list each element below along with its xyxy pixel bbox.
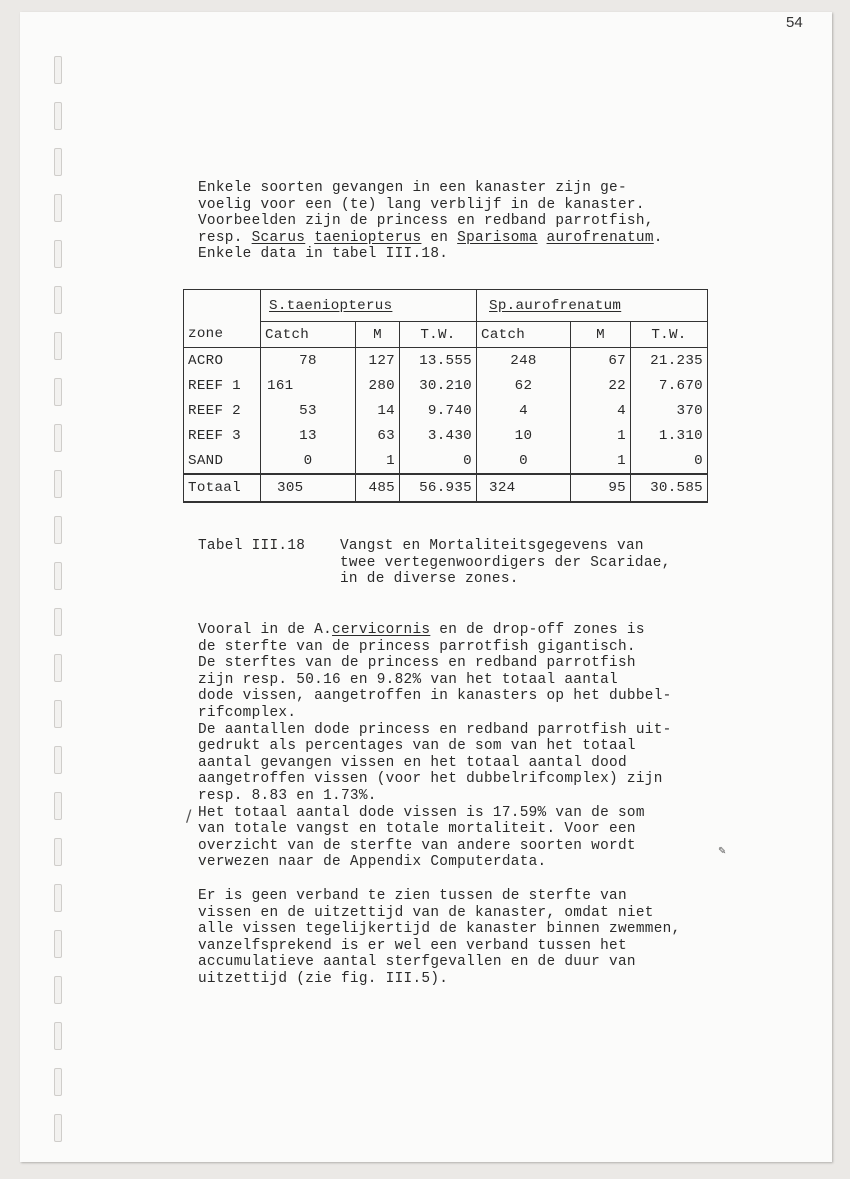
zone-cell: SAND [184, 448, 261, 474]
table-cell: 30.585 [631, 474, 708, 502]
text-line: accumulatieve aantal sterfgevallen en de duur van [198, 954, 636, 971]
table-group-header [184, 290, 708, 322]
table-cell: 0 [477, 448, 571, 474]
table-row [184, 448, 708, 474]
table-cell: 4 [477, 398, 571, 423]
species-genus: Scarus [251, 229, 306, 246]
intro-paragraph [198, 180, 663, 263]
text-line: vissen en de uitzettijd van de kanaster, omdat niet [198, 904, 654, 921]
binding-hole [54, 838, 62, 866]
binding-hole [54, 194, 62, 222]
table-cell: 1.310 [631, 423, 708, 448]
binding-hole [54, 792, 62, 820]
table-cell: 1 [571, 423, 631, 448]
binding-hole [54, 930, 62, 958]
text-line: Er is geen verband te zien tussen de sterfte van [198, 888, 627, 904]
table-cell: 21.235 [631, 348, 708, 374]
binding-hole [54, 378, 62, 406]
table-cell: 9.740 [400, 398, 477, 423]
table-cell: 1 [571, 448, 631, 474]
zone-cell: REEF 1 [184, 373, 261, 398]
table-cell: 53 [261, 398, 356, 423]
binding-hole [54, 516, 62, 544]
text-line: De sterftes van de princess en redband parrotfish [198, 655, 636, 672]
species-name: cervicornis [332, 622, 431, 638]
binding-hole [54, 240, 62, 268]
text-line: vanzelfsprekend is er wel een verband tussen het [198, 937, 627, 954]
binding-hole [54, 1022, 62, 1050]
binding-hole [54, 654, 62, 682]
binding-hole [54, 286, 62, 314]
text-line: gedrukt als percentages van de som van het totaal [198, 738, 636, 755]
text-line: van totale vangst en totale mortaliteit. Voor een [198, 821, 636, 838]
binding-hole [54, 746, 62, 774]
column-header: T.W. [400, 322, 477, 348]
text-line: overzicht van de sterfte van andere soorten wordt [198, 837, 636, 854]
zone-cell: REEF 3 [184, 423, 261, 448]
text-line: Vangst en Mortaliteitsgegevens van [340, 538, 644, 554]
column-header: Catch [477, 322, 571, 348]
table-cell: 30.210 [400, 373, 477, 398]
text-line: Het totaal aantal dode vissen is 17.59% van de som [198, 804, 645, 821]
table-cell: 10 [477, 423, 571, 448]
text-line: de sterfte van de princess parrotfish gigantisch. [198, 638, 636, 655]
table-cell: 13 [261, 423, 356, 448]
table-cell: 0 [261, 448, 356, 474]
column-header: M [356, 322, 400, 348]
table-cell: 4 [571, 398, 631, 423]
conclusion-paragraph [198, 888, 681, 988]
table-cell: 305 [261, 474, 356, 502]
column-header: T.W. [631, 322, 708, 348]
table-cell: 280 [356, 373, 400, 398]
text-line: resp. 8.83 en 1.73%. [198, 787, 377, 804]
table-cell: 1 [356, 448, 400, 474]
binding-hole [54, 976, 62, 1004]
binding-hole [54, 1068, 62, 1096]
table-row [184, 423, 708, 448]
table-row [184, 348, 708, 374]
table-cell: 161 [261, 373, 356, 398]
group-header-s-taeniopterus: S.taeniopterus [269, 297, 393, 314]
table-cell: 14 [356, 398, 400, 423]
table-row [184, 373, 708, 398]
table-cell: 3.430 [400, 423, 477, 448]
text-line: aantal gevangen vissen en het totaal aantal dood [198, 754, 627, 771]
binding-hole [54, 562, 62, 590]
text-line: dode vissen, aangetroffen in kanasters op het dubbel- [198, 688, 672, 705]
binding-hole [54, 470, 62, 498]
text-line: zijn resp. 50.16 en 9.82% van het totaal aantal [198, 671, 618, 688]
table-row [184, 398, 708, 423]
species-epithet: taeniopterus [314, 229, 422, 246]
text-fragment: en de drop-off zones is [430, 622, 645, 638]
table-cell: 22 [571, 373, 631, 398]
binding-hole [54, 148, 62, 176]
text-fragment: en [421, 229, 458, 246]
stray-ink-mark: ✎ [718, 846, 727, 857]
text-line: in de diverse zones. [340, 571, 519, 588]
text-line: Enkele soorten gevangen in een kanaster zijn ge- [198, 180, 627, 196]
binding-hole [54, 608, 62, 636]
margin-pen-mark: / [186, 806, 192, 825]
table-cell: 62 [477, 373, 571, 398]
table-total-row [184, 474, 708, 502]
page-number: 54 [786, 14, 803, 31]
column-header: M [571, 322, 631, 348]
data-table [183, 289, 708, 503]
binding-hole [54, 332, 62, 360]
column-header: Catch [261, 322, 356, 348]
text-fragment: Vooral in de A. [198, 622, 333, 638]
text-line [198, 622, 672, 639]
text-line: twee vertegenwoordigers der Scaridae, [340, 554, 671, 571]
binding-hole [54, 1114, 62, 1142]
text-line: uitzettijd (zie fig. III.5). [198, 970, 449, 987]
table-cell: 13.555 [400, 348, 477, 374]
table-cell: 56.935 [400, 474, 477, 502]
table-cell: 0 [631, 448, 708, 474]
binding-hole [54, 424, 62, 452]
table-cell: 0 [400, 448, 477, 474]
text-line: voelig voor een (te) lang verblijf in de kanaster. [198, 196, 645, 213]
table-cell: 127 [356, 348, 400, 374]
mortality-paragraph [198, 622, 672, 871]
column-header: zone [184, 322, 261, 348]
table-column-header [184, 322, 708, 348]
text-fragment: resp. [198, 229, 252, 246]
table-cell: 63 [356, 423, 400, 448]
binding-hole [54, 102, 62, 130]
caption-text [340, 538, 671, 588]
table-cell: 7.670 [631, 373, 708, 398]
table-cell: 370 [631, 398, 708, 423]
table-cell: 67 [571, 348, 631, 374]
table-cell: 324 [477, 474, 571, 502]
text-line: alle vissen tegelijkertijd de kanaster binnen zwemmen, [198, 921, 681, 938]
zone-cell: REEF 2 [184, 398, 261, 423]
caption-label: Tabel III.18 [198, 538, 306, 554]
text-line: aangetroffen vissen (voor het dubbelrifcomplex) zijn [198, 771, 663, 788]
text-line: rifcomplex. [198, 704, 297, 721]
text-line [198, 230, 663, 247]
text-line: Enkele data in tabel III.18. [198, 246, 449, 263]
binding-hole [54, 700, 62, 728]
text-line: Voorbeelden zijn de princess en redband parrotfish, [198, 213, 654, 230]
species-genus: Sparisoma [457, 229, 538, 246]
table-cell: 95 [571, 474, 631, 502]
binding-hole [54, 884, 62, 912]
group-header-sp-aurofrenatum: Sp.aurofrenatum [489, 297, 622, 314]
table-cell: 248 [477, 348, 571, 374]
text-line: De aantallen dode princess en redband parrotfish uit- [198, 721, 672, 738]
table-cell: 78 [261, 348, 356, 374]
binding-hole [54, 56, 62, 84]
species-epithet: aurofrenatum [546, 229, 654, 246]
total-label: Totaal [184, 474, 261, 502]
zone-cell: ACRO [184, 348, 261, 374]
text-line: verwezen naar de Appendix Computerdata. [198, 854, 547, 871]
table-cell: 485 [356, 474, 400, 502]
text-fragment: . [653, 229, 663, 246]
